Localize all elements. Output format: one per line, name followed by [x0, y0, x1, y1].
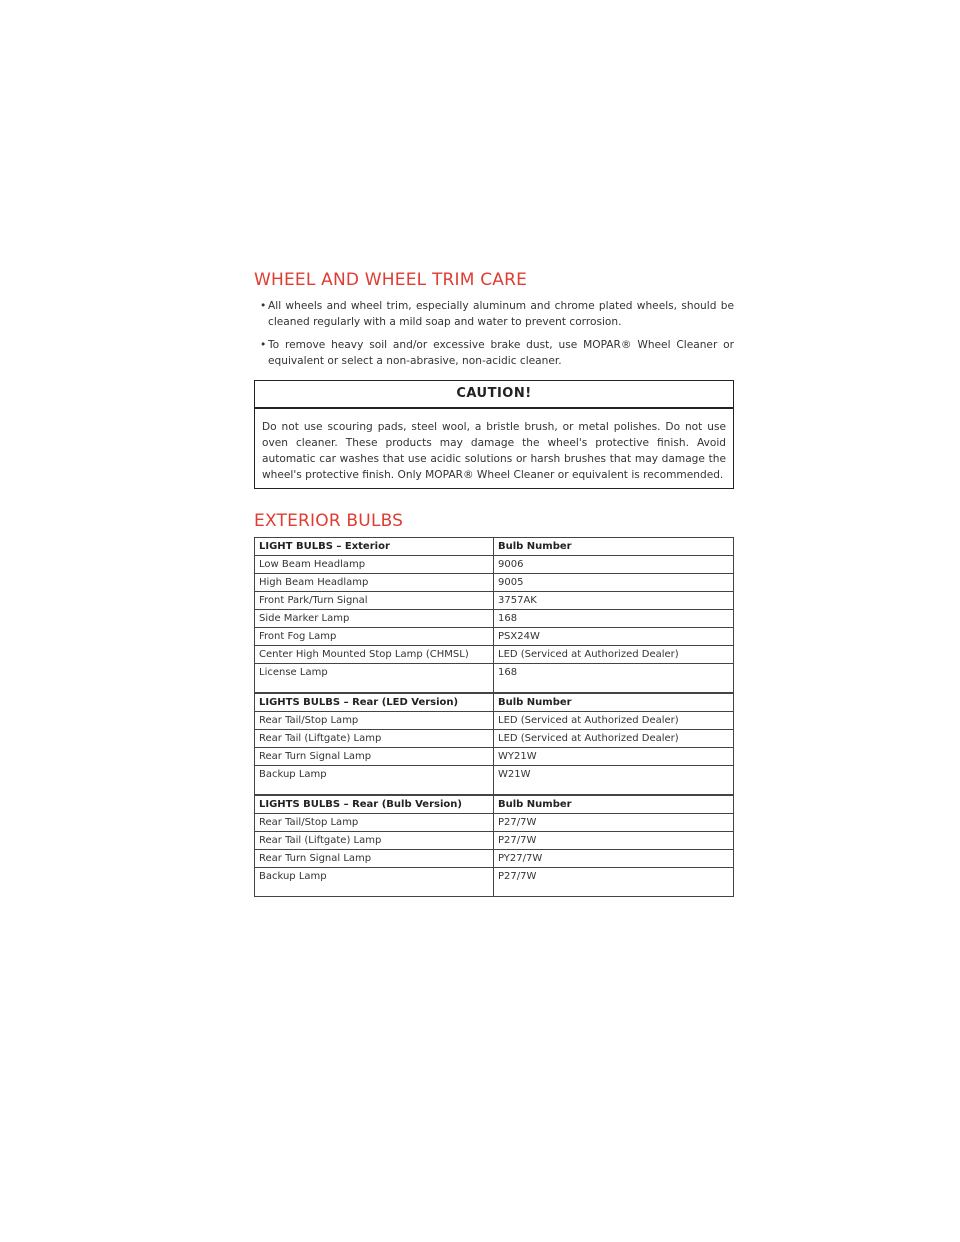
table-header-row: [255, 538, 734, 556]
wheel-care-heading: WHEEL AND WHEEL TRIM CARE: [254, 270, 528, 290]
lamp-name-cell: License Lamp: [255, 664, 494, 694]
table-row: [255, 628, 734, 646]
lamp-name-cell: Side Marker Lamp: [255, 610, 494, 628]
column-header-bulb-number: Bulb Number: [494, 693, 734, 712]
table-header-row: [255, 693, 734, 712]
bullet-text: All wheels and wheel trim, especially aluminum and chrome plated wheels, should be cleaned regularly with a mild soap and water to prevent corrosion.: [268, 300, 734, 328]
bullet-dot: •: [260, 300, 267, 312]
bulb-number-cell: 9005: [494, 574, 734, 592]
bullet-text: To remove heavy soil and/or excessive brake dust, use MOPAR® Wheel Cleaner or equivalent or select a non-abrasive, non-acidic cleaner.: [268, 339, 734, 367]
table-row: [255, 592, 734, 610]
table-row: [255, 610, 734, 628]
table-row: [255, 730, 734, 748]
lamp-name-cell: Rear Turn Signal Lamp: [255, 850, 494, 868]
lamp-name-cell: Rear Tail/Stop Lamp: [255, 712, 494, 730]
caution-box: [254, 380, 734, 489]
bulb-number-cell: LED (Serviced at Authorized Dealer): [494, 730, 734, 748]
bullet-dot: •: [260, 339, 267, 351]
bulb-number-cell: P27/7W: [494, 832, 734, 850]
bulb-number-cell: 168: [494, 610, 734, 628]
bullet-item: [254, 337, 734, 369]
caution-title: CAUTION!: [255, 381, 733, 409]
bulb-number-cell: 168: [494, 664, 734, 694]
bullet-item: [254, 298, 734, 330]
bulb-number-cell: LED (Serviced at Authorized Dealer): [494, 712, 734, 730]
lamp-name-cell: Center High Mounted Stop Lamp (CHMSL): [255, 646, 494, 664]
table-row: [255, 748, 734, 766]
column-header-light: LIGHTS BULBS – Rear (Bulb Version): [255, 795, 494, 814]
bulb-number-cell: 3757AK: [494, 592, 734, 610]
lamp-name-cell: Backup Lamp: [255, 868, 494, 897]
lamp-name-cell: Low Beam Headlamp: [255, 556, 494, 574]
table-row: [255, 766, 734, 796]
bulb-number-cell: WY21W: [494, 748, 734, 766]
lamp-name-cell: Rear Tail (Liftgate) Lamp: [255, 730, 494, 748]
column-header-bulb-number: Bulb Number: [494, 795, 734, 814]
table-row: [255, 556, 734, 574]
lamp-name-cell: Front Fog Lamp: [255, 628, 494, 646]
exterior-bulbs-heading: EXTERIOR BULBS: [254, 511, 404, 531]
table-row: [255, 712, 734, 730]
lamp-name-cell: Rear Tail/Stop Lamp: [255, 814, 494, 832]
lamp-name-cell: Backup Lamp: [255, 766, 494, 796]
table-row: [255, 868, 734, 897]
table-row: [255, 814, 734, 832]
bulb-table: [254, 537, 734, 897]
lamp-name-cell: Rear Turn Signal Lamp: [255, 748, 494, 766]
column-header-bulb-number: Bulb Number: [494, 538, 734, 556]
column-header-light: LIGHTS BULBS – Rear (LED Version): [255, 693, 494, 712]
bulb-number-cell: W21W: [494, 766, 734, 796]
lamp-name-cell: Rear Tail (Liftgate) Lamp: [255, 832, 494, 850]
bulb-number-cell: PSX24W: [494, 628, 734, 646]
bulb-number-cell: LED (Serviced at Authorized Dealer): [494, 646, 734, 664]
column-header-light: LIGHT BULBS – Exterior: [255, 538, 494, 556]
table-row: [255, 832, 734, 850]
caution-text: Do not use scouring pads, steel wool, a bristle brush, or metal polishes. Do not use oven cleaner. These products may damage the wheel's protective finish. Avoid automatic car washes that use acidic solutions or harsh brushes that may damage the wheel's protective finish. Only MOPAR® Wheel Cleaner or equivalent is recommended.: [262, 421, 726, 481]
table-row: [255, 646, 734, 664]
table-header-row: [255, 795, 734, 814]
bulb-number-cell: 9006: [494, 556, 734, 574]
wheel-care-bullets: [254, 298, 734, 376]
lamp-name-cell: High Beam Headlamp: [255, 574, 494, 592]
table-row: [255, 664, 734, 694]
table-row: [255, 574, 734, 592]
bulb-number-cell: PY27/7W: [494, 850, 734, 868]
table-row: [255, 850, 734, 868]
bulb-number-cell: P27/7W: [494, 814, 734, 832]
lamp-name-cell: Front Park/Turn Signal: [255, 592, 494, 610]
bulb-number-cell: P27/7W: [494, 868, 734, 897]
